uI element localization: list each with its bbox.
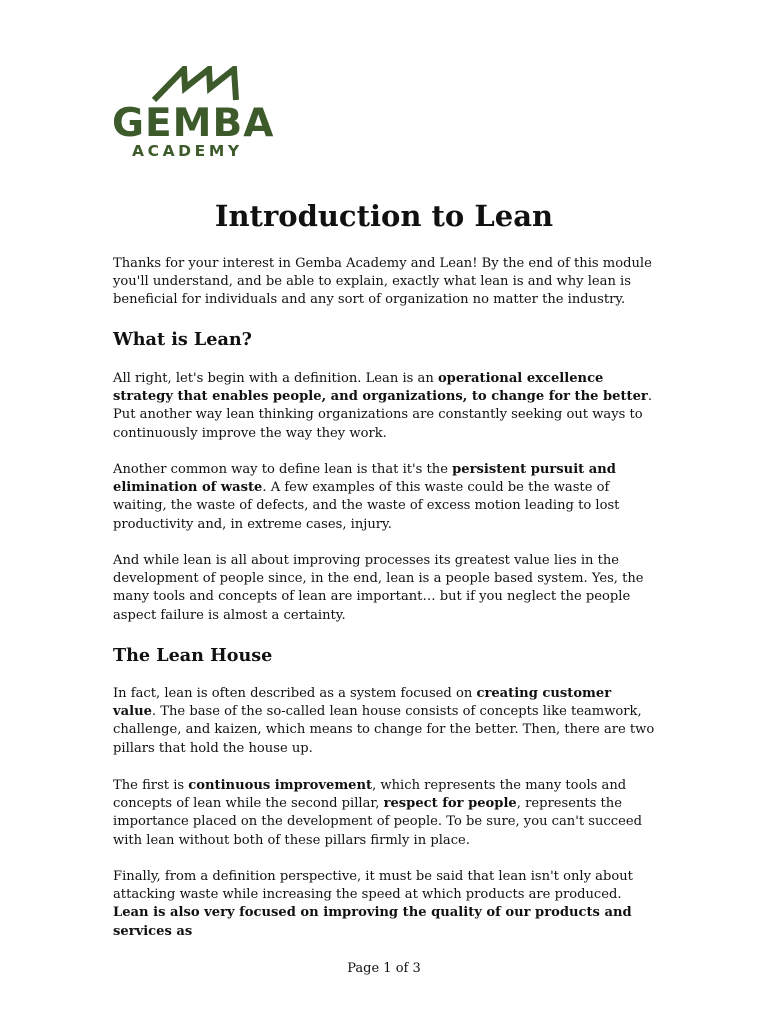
- bold-phrase: creating customer value: [113, 686, 612, 720]
- lean-house-paragraph-2: [113, 777, 658, 850]
- bold-phrase: persistent pursuit and elimination of waste: [113, 462, 616, 496]
- page-number: Page 1 of 3: [347, 961, 421, 976]
- what-is-lean-paragraph-2: [113, 461, 658, 534]
- bold-phrase: operational excellence strategy that enables people, and organizations, to change for the better: [113, 371, 648, 405]
- logo-subtitle: ACADEMY: [132, 142, 243, 160]
- bold-phrase: respect for people: [383, 796, 517, 812]
- lean-house-paragraph-1: [113, 685, 658, 758]
- paragraph: Finally, from a definition perspective, it must be said that lean isn't only about attacking waste while increasing the speed at which products are produced. Lean is also very focused on improving the quality of our products and services as: [113, 869, 633, 939]
- logo-peaks-icon: [112, 66, 272, 102]
- bold-phrase: Lean is also very focused on improving the quality of our products and services as: [113, 905, 632, 939]
- page-title: Introduction to Lean: [214, 199, 554, 233]
- what-is-lean-paragraph-1: [113, 370, 658, 443]
- intro-paragraph: [113, 255, 658, 310]
- section-what-is-lean: [113, 328, 658, 352]
- logo-wordmark: GEMBA: [112, 101, 275, 146]
- paragraph: All right, let's begin with a definition. Lean is an operational excellence strategy that enables people, and organizations, to change for the better. Put another way lean thinking organizations are constantly seeking out ways to continuously improve the way they work.: [113, 371, 652, 441]
- paragraph: Another common way to define lean is that it's the persistent pursuit and elimination of waste. A few examples of this waste could be the waste of waiting, the waste of defects, and the waste of excess motion leading to lost productivity and, in extreme cases, injury.: [113, 462, 620, 532]
- intro-text: Thanks for your interest in Gemba Academy and Lean! By the end of this module you'll understand, and be able to explain, exactly what lean is and why lean is beneficial for individuals and any sort of organization no matter the industry.: [113, 256, 652, 308]
- paragraph: And while lean is all about improving processes its greatest value lies in the development of people since, in the end, lean is a people based system. Yes, the many tools and concepts of lean are important… but if you neglect the people aspect failure is almost a certainty.: [113, 553, 644, 623]
- section-heading-lean-house: The Lean House: [113, 645, 273, 666]
- paragraph: The first is continuous improvement, which represents the many tools and concepts of lean while the second pillar, respect for people, represents the importance placed on the development of people. To be sure, you can't succeed with lean without both of these pillars firmly in place.: [113, 778, 642, 848]
- section-lean-house: [113, 644, 658, 668]
- paragraph: In fact, lean is often described as a system focused on creating customer value. The base of the so-called lean house consists of concepts like teamwork, challenge, and kaizen, which means to change for the better. Then, there are two pillars that hold the house up.: [113, 686, 655, 756]
- what-is-lean-paragraph-3: [113, 552, 658, 625]
- lean-house-paragraph-3: [113, 868, 658, 941]
- gemba-academy-logo: [112, 66, 302, 166]
- section-heading-what-is-lean: What is Lean?: [113, 329, 252, 350]
- bold-phrase: continuous improvement: [188, 778, 373, 793]
